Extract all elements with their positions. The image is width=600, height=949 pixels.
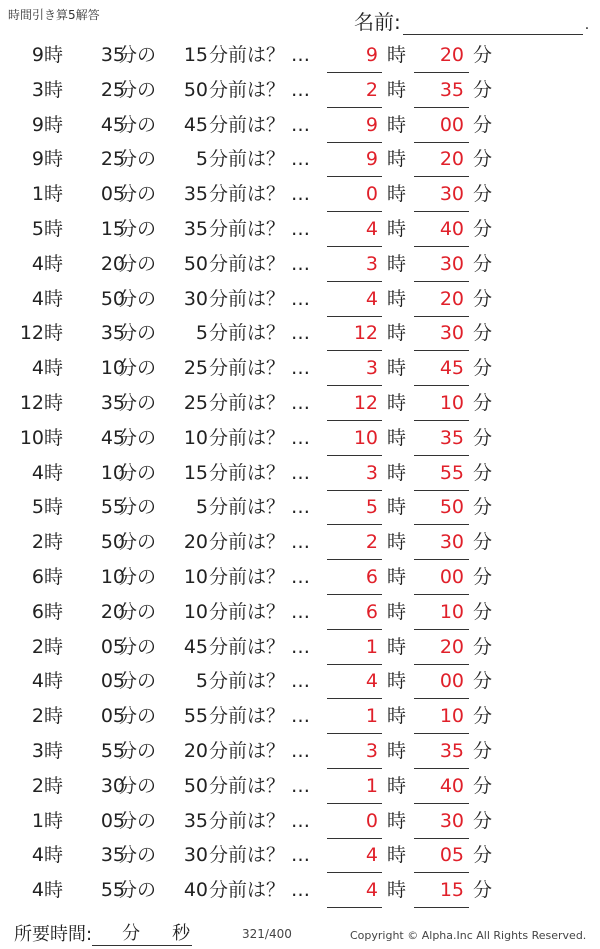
answer-minute[interactable]: 35 bbox=[439, 739, 464, 762]
problem-subtract: 50 bbox=[183, 252, 208, 275]
answer-hour[interactable]: 4 bbox=[365, 879, 378, 902]
answer-minute-label: 分 bbox=[473, 809, 493, 832]
answer-hour[interactable]: 1 bbox=[365, 635, 378, 658]
answer-hour[interactable]: 0 bbox=[365, 809, 378, 832]
hour-label: 時 bbox=[44, 287, 64, 310]
problem-subtract: 10 bbox=[183, 426, 208, 449]
hour-label: 時 bbox=[44, 183, 64, 206]
question-label: 分前は？ … bbox=[209, 670, 311, 693]
problem-minute: 10 bbox=[100, 357, 125, 380]
answer-hour[interactable]: 5 bbox=[365, 496, 378, 519]
problem-minute: 05 bbox=[100, 705, 125, 728]
problem-hour: 4 bbox=[31, 252, 44, 275]
hour-label: 時 bbox=[44, 844, 64, 867]
answer-hour-label: 時 bbox=[387, 879, 407, 902]
answer-hour-label: 時 bbox=[387, 809, 407, 832]
minute-of-label: 分の bbox=[118, 565, 157, 588]
answer-minute[interactable]: 15 bbox=[439, 879, 464, 902]
question-label: 分前は？ … bbox=[209, 739, 311, 762]
answer-minute[interactable]: 20 bbox=[439, 148, 464, 171]
hour-label: 時 bbox=[44, 809, 64, 832]
problem-hour: 4 bbox=[31, 670, 44, 693]
answer-minute[interactable]: 30 bbox=[439, 531, 464, 554]
answer-minute[interactable]: 35 bbox=[439, 78, 464, 101]
minute-of-label: 分の bbox=[118, 322, 157, 345]
problem-row bbox=[0, 213, 600, 248]
problem-hour: 5 bbox=[31, 217, 44, 240]
minute-of-label: 分の bbox=[118, 879, 157, 902]
problem-minute: 55 bbox=[100, 739, 125, 762]
answer-minute-label: 分 bbox=[473, 78, 493, 101]
answer-hour[interactable]: 3 bbox=[365, 252, 378, 275]
problem-minute: 55 bbox=[100, 496, 125, 519]
problem-row bbox=[0, 178, 600, 213]
answer-hour-label: 時 bbox=[387, 844, 407, 867]
problem-subtract: 20 bbox=[183, 531, 208, 554]
problem-minute: 35 bbox=[100, 844, 125, 867]
problem-subtract: 35 bbox=[183, 217, 208, 240]
page-number: 321/400 bbox=[242, 927, 292, 941]
answer-hour[interactable]: 12 bbox=[353, 391, 378, 414]
problem-minute: 35 bbox=[100, 391, 125, 414]
minute-of-label: 分の bbox=[118, 183, 157, 206]
problem-minute: 35 bbox=[100, 44, 125, 66]
answer-hour[interactable]: 3 bbox=[365, 461, 378, 484]
question-label: 分前は？ … bbox=[209, 391, 311, 414]
problem-subtract: 25 bbox=[183, 357, 208, 380]
answer-minute[interactable]: 20 bbox=[439, 287, 464, 310]
answer-minute[interactable]: 40 bbox=[439, 774, 464, 797]
problem-subtract: 45 bbox=[183, 635, 208, 658]
problem-subtract: 25 bbox=[183, 391, 208, 414]
answer-hour[interactable]: 4 bbox=[365, 844, 378, 867]
problem-row bbox=[0, 143, 600, 178]
answer-hour[interactable]: 4 bbox=[365, 670, 378, 693]
problem-hour: 9 bbox=[31, 44, 44, 66]
problem-minute: 10 bbox=[100, 461, 125, 484]
minute-of-label: 分の bbox=[118, 217, 157, 240]
answer-hour-label: 時 bbox=[387, 391, 407, 414]
problem-minute: 10 bbox=[100, 565, 125, 588]
answer-hour-label: 時 bbox=[387, 287, 407, 310]
time-required-label: 所要時間: bbox=[14, 924, 93, 945]
question-label: 分前は？ … bbox=[209, 565, 311, 588]
answer-hour-label: 時 bbox=[387, 774, 407, 797]
problem-row bbox=[0, 283, 600, 318]
problem-subtract: 10 bbox=[183, 565, 208, 588]
time-unit-second: 秒 bbox=[172, 923, 191, 944]
problem-subtract: 30 bbox=[183, 844, 208, 867]
problem-minute: 50 bbox=[100, 531, 125, 554]
answer-hour[interactable]: 9 bbox=[365, 44, 378, 66]
problem-subtract: 5 bbox=[195, 148, 208, 171]
answer-minute[interactable]: 00 bbox=[439, 565, 464, 588]
problem-hour: 9 bbox=[31, 113, 44, 136]
problem-hour: 4 bbox=[31, 461, 44, 484]
hour-label: 時 bbox=[44, 531, 64, 554]
question-label: 分前は？ … bbox=[209, 496, 311, 519]
answer-minute[interactable]: 00 bbox=[439, 113, 464, 136]
hour-label: 時 bbox=[44, 44, 64, 66]
minute-of-label: 分の bbox=[118, 600, 157, 623]
answer-minute[interactable]: 55 bbox=[439, 461, 464, 484]
minute-of-label: 分の bbox=[118, 287, 157, 310]
hour-label: 時 bbox=[44, 426, 64, 449]
answer-minute-label: 分 bbox=[473, 879, 493, 902]
question-label: 分前は？ … bbox=[209, 705, 311, 728]
name-dot: . bbox=[584, 17, 590, 33]
answer-minute[interactable]: 30 bbox=[439, 252, 464, 275]
answer-hour[interactable]: 1 bbox=[365, 705, 378, 728]
hour-label: 時 bbox=[44, 739, 64, 762]
minute-of-label: 分の bbox=[118, 844, 157, 867]
worksheet-title: 時間引き算5解答 bbox=[8, 8, 100, 22]
minute-of-label: 分の bbox=[118, 670, 157, 693]
answer-minute-label: 分 bbox=[473, 844, 493, 867]
answer-minute-label: 分 bbox=[473, 287, 493, 310]
minute-of-label: 分の bbox=[118, 252, 157, 275]
problem-row bbox=[0, 387, 600, 422]
answer-minute-label: 分 bbox=[473, 426, 493, 449]
problem-row bbox=[0, 596, 600, 631]
problem-subtract: 35 bbox=[183, 809, 208, 832]
problem-minute: 05 bbox=[100, 670, 125, 693]
question-label: 分前は？ … bbox=[209, 461, 311, 484]
problem-minute: 50 bbox=[100, 287, 125, 310]
problem-minute: 20 bbox=[100, 252, 125, 275]
hour-label: 時 bbox=[44, 252, 64, 275]
minute-of-label: 分の bbox=[118, 635, 157, 658]
answer-minute[interactable]: 00 bbox=[439, 670, 464, 693]
hour-label: 時 bbox=[44, 705, 64, 728]
question-label: 分前は？ … bbox=[209, 252, 311, 275]
answer-minute-label: 分 bbox=[473, 148, 493, 171]
minute-of-label: 分の bbox=[118, 739, 157, 762]
answer-minute-label: 分 bbox=[473, 44, 493, 66]
answer-minute[interactable]: 10 bbox=[439, 600, 464, 623]
answer-hour[interactable]: 3 bbox=[365, 739, 378, 762]
answer-hour-label: 時 bbox=[387, 148, 407, 171]
problem-hour: 6 bbox=[31, 565, 44, 588]
minute-of-label: 分の bbox=[118, 496, 157, 519]
answer-minute[interactable]: 50 bbox=[439, 496, 464, 519]
problem-row bbox=[0, 700, 600, 735]
minute-of-label: 分の bbox=[118, 809, 157, 832]
problem-minute: 55 bbox=[100, 879, 125, 902]
problem-hour: 2 bbox=[31, 774, 44, 797]
problem-subtract: 15 bbox=[183, 44, 208, 66]
problem-row bbox=[0, 735, 600, 770]
answer-minute[interactable]: 40 bbox=[439, 217, 464, 240]
answer-minute-label: 分 bbox=[473, 705, 493, 728]
answer-minute[interactable]: 05 bbox=[439, 844, 464, 867]
answer-minute[interactable]: 20 bbox=[439, 44, 464, 66]
answer-minute-label: 分 bbox=[473, 113, 493, 136]
problem-minute: 25 bbox=[100, 78, 125, 101]
problem-minute: 30 bbox=[100, 774, 125, 797]
answer-minute[interactable]: 10 bbox=[439, 391, 464, 414]
question-label: 分前は？ … bbox=[209, 322, 311, 345]
problem-subtract: 30 bbox=[183, 287, 208, 310]
question-label: 分前は？ … bbox=[209, 774, 311, 797]
answer-minute-label: 分 bbox=[473, 670, 493, 693]
problem-subtract: 10 bbox=[183, 600, 208, 623]
problem-row bbox=[0, 526, 600, 561]
answer-minute-underline bbox=[414, 907, 469, 908]
problem-hour: 10 bbox=[19, 426, 44, 449]
name-label: 名前: bbox=[354, 10, 401, 34]
problem-subtract: 5 bbox=[195, 322, 208, 345]
minute-of-label: 分の bbox=[118, 78, 157, 101]
answer-hour[interactable]: 0 bbox=[365, 183, 378, 206]
problem-minute: 15 bbox=[100, 217, 125, 240]
problem-row bbox=[0, 874, 600, 909]
time-unit-minute: 分 bbox=[122, 923, 141, 944]
minute-of-label: 分の bbox=[118, 113, 157, 136]
problem-hour: 4 bbox=[31, 357, 44, 380]
question-label: 分前は？ … bbox=[209, 844, 311, 867]
problem-hour: 2 bbox=[31, 531, 44, 554]
hour-label: 時 bbox=[44, 148, 64, 171]
problem-row bbox=[0, 665, 600, 700]
problem-hour: 3 bbox=[31, 739, 44, 762]
answer-hour-label: 時 bbox=[387, 217, 407, 240]
problem-row bbox=[0, 39, 600, 74]
answer-hour[interactable]: 9 bbox=[365, 113, 378, 136]
answer-minute-label: 分 bbox=[473, 774, 493, 797]
answer-hour-label: 時 bbox=[387, 183, 407, 206]
answer-minute[interactable]: 30 bbox=[439, 809, 464, 832]
problem-row bbox=[0, 805, 600, 840]
answer-minute-label: 分 bbox=[473, 357, 493, 380]
problem-hour: 5 bbox=[31, 496, 44, 519]
answer-minute[interactable]: 30 bbox=[439, 183, 464, 206]
answer-minute-label: 分 bbox=[473, 635, 493, 658]
question-label: 分前は？ … bbox=[209, 44, 311, 66]
answer-hour-label: 時 bbox=[387, 705, 407, 728]
hour-label: 時 bbox=[44, 635, 64, 658]
minute-of-label: 分の bbox=[118, 774, 157, 797]
answer-minute[interactable]: 20 bbox=[439, 635, 464, 658]
problem-row bbox=[0, 839, 600, 874]
problem-hour: 12 bbox=[19, 322, 44, 345]
problem-subtract: 45 bbox=[183, 113, 208, 136]
answer-hour[interactable]: 2 bbox=[365, 531, 378, 554]
hour-label: 時 bbox=[44, 496, 64, 519]
minute-of-label: 分の bbox=[118, 391, 157, 414]
hour-label: 時 bbox=[44, 600, 64, 623]
question-label: 分前は？ … bbox=[209, 287, 311, 310]
problem-minute: 05 bbox=[100, 635, 125, 658]
answer-hour-label: 時 bbox=[387, 600, 407, 623]
answer-hour[interactable]: 3 bbox=[365, 357, 378, 380]
answer-minute-label: 分 bbox=[473, 600, 493, 623]
problem-subtract: 5 bbox=[195, 496, 208, 519]
answer-hour-label: 時 bbox=[387, 496, 407, 519]
answer-hour[interactable]: 9 bbox=[365, 148, 378, 171]
copyright: Copyright © Alpha.Inc All Rights Reserved. bbox=[350, 929, 587, 942]
answer-hour-label: 時 bbox=[387, 531, 407, 554]
answer-hour-label: 時 bbox=[387, 78, 407, 101]
answer-hour[interactable]: 12 bbox=[353, 322, 378, 345]
question-label: 分前は？ … bbox=[209, 600, 311, 623]
problem-row bbox=[0, 317, 600, 352]
problem-minute: 05 bbox=[100, 183, 125, 206]
problem-minute: 05 bbox=[100, 809, 125, 832]
time-required bbox=[14, 920, 192, 946]
answer-hour-label: 時 bbox=[387, 461, 407, 484]
problem-hour: 1 bbox=[31, 809, 44, 832]
name-blank-line[interactable] bbox=[403, 12, 583, 35]
problem-hour: 2 bbox=[31, 705, 44, 728]
problem-row bbox=[0, 248, 600, 283]
question-label: 分前は？ … bbox=[209, 426, 311, 449]
answer-minute-label: 分 bbox=[473, 739, 493, 762]
answer-minute-label: 分 bbox=[473, 496, 493, 519]
answer-hour-label: 時 bbox=[387, 635, 407, 658]
hour-label: 時 bbox=[44, 670, 64, 693]
problem-minute: 25 bbox=[100, 148, 125, 171]
question-label: 分前は？ … bbox=[209, 357, 311, 380]
problem-subtract: 50 bbox=[183, 78, 208, 101]
minute-of-label: 分の bbox=[118, 426, 157, 449]
answer-minute-label: 分 bbox=[473, 322, 493, 345]
problem-hour: 3 bbox=[31, 78, 44, 101]
problem-row bbox=[0, 561, 600, 596]
hour-label: 時 bbox=[44, 391, 64, 414]
problem-hour: 1 bbox=[31, 183, 44, 206]
problem-minute: 35 bbox=[100, 322, 125, 345]
hour-label: 時 bbox=[44, 357, 64, 380]
problem-subtract: 35 bbox=[183, 183, 208, 206]
hour-label: 時 bbox=[44, 774, 64, 797]
problem-subtract: 15 bbox=[183, 461, 208, 484]
hour-label: 時 bbox=[44, 565, 64, 588]
answer-minute-label: 分 bbox=[473, 217, 493, 240]
answer-hour-label: 時 bbox=[387, 322, 407, 345]
hour-label: 時 bbox=[44, 78, 64, 101]
answer-hour-underline bbox=[327, 907, 382, 908]
minute-of-label: 分の bbox=[118, 461, 157, 484]
answer-minute[interactable]: 45 bbox=[439, 357, 464, 380]
answer-hour-label: 時 bbox=[387, 739, 407, 762]
answer-hour[interactable]: 2 bbox=[365, 78, 378, 101]
problem-row bbox=[0, 491, 600, 526]
problem-subtract: 5 bbox=[195, 670, 208, 693]
problem-row bbox=[0, 422, 600, 457]
answer-hour[interactable]: 4 bbox=[365, 287, 378, 310]
answer-hour[interactable]: 1 bbox=[365, 774, 378, 797]
hour-label: 時 bbox=[44, 879, 64, 902]
answer-minute-label: 分 bbox=[473, 565, 493, 588]
problem-hour: 2 bbox=[31, 635, 44, 658]
problem-hour: 4 bbox=[31, 844, 44, 867]
answer-minute-label: 分 bbox=[473, 531, 493, 554]
time-required-line[interactable] bbox=[92, 925, 192, 946]
problem-hour: 6 bbox=[31, 600, 44, 623]
question-label: 分前は？ … bbox=[209, 183, 311, 206]
problem-row bbox=[0, 74, 600, 109]
answer-minute[interactable]: 30 bbox=[439, 322, 464, 345]
answer-minute-label: 分 bbox=[473, 183, 493, 206]
problem-hour: 4 bbox=[31, 879, 44, 902]
answer-hour[interactable]: 6 bbox=[365, 600, 378, 623]
answer-minute[interactable]: 35 bbox=[439, 426, 464, 449]
problem-hour: 9 bbox=[31, 148, 44, 171]
minute-of-label: 分の bbox=[118, 705, 157, 728]
name-field bbox=[354, 6, 589, 35]
hour-label: 時 bbox=[44, 461, 64, 484]
answer-hour-label: 時 bbox=[387, 426, 407, 449]
hour-label: 時 bbox=[44, 217, 64, 240]
question-label: 分前は？ … bbox=[209, 809, 311, 832]
answer-hour[interactable]: 4 bbox=[365, 217, 378, 240]
answer-hour-label: 時 bbox=[387, 670, 407, 693]
answer-hour[interactable]: 10 bbox=[353, 426, 378, 449]
answer-minute-label: 分 bbox=[473, 252, 493, 275]
problem-subtract: 20 bbox=[183, 739, 208, 762]
answer-minute[interactable]: 10 bbox=[439, 705, 464, 728]
question-label: 分前は？ … bbox=[209, 78, 311, 101]
question-label: 分前は？ … bbox=[209, 635, 311, 658]
answer-hour[interactable]: 6 bbox=[365, 565, 378, 588]
minute-of-label: 分の bbox=[118, 44, 157, 66]
problem-row bbox=[0, 631, 600, 666]
problem-row bbox=[0, 352, 600, 387]
question-label: 分前は？ … bbox=[209, 531, 311, 554]
problem-hour: 12 bbox=[19, 391, 44, 414]
problem-row bbox=[0, 109, 600, 144]
answer-hour-label: 時 bbox=[387, 113, 407, 136]
problem-minute: 20 bbox=[100, 600, 125, 623]
problem-row bbox=[0, 457, 600, 492]
hour-label: 時 bbox=[44, 322, 64, 345]
question-label: 分前は？ … bbox=[209, 879, 311, 902]
question-label: 分前は？ … bbox=[209, 217, 311, 240]
minute-of-label: 分の bbox=[118, 148, 157, 171]
problem-row bbox=[0, 770, 600, 805]
answer-minute-label: 分 bbox=[473, 461, 493, 484]
problem-minute: 45 bbox=[100, 426, 125, 449]
answer-hour-label: 時 bbox=[387, 44, 407, 66]
problem-hour: 4 bbox=[31, 287, 44, 310]
problem-subtract: 50 bbox=[183, 774, 208, 797]
question-label: 分前は？ … bbox=[209, 148, 311, 171]
answer-minute-label: 分 bbox=[473, 391, 493, 414]
problem-subtract: 40 bbox=[183, 879, 208, 902]
answer-hour-label: 時 bbox=[387, 252, 407, 275]
hour-label: 時 bbox=[44, 113, 64, 136]
answer-hour-label: 時 bbox=[387, 565, 407, 588]
question-label: 分前は？ … bbox=[209, 113, 311, 136]
problem-minute: 45 bbox=[100, 113, 125, 136]
answer-hour-label: 時 bbox=[387, 357, 407, 380]
problem-subtract: 55 bbox=[183, 705, 208, 728]
minute-of-label: 分の bbox=[118, 357, 157, 380]
minute-of-label: 分の bbox=[118, 531, 157, 554]
problem-list bbox=[0, 39, 600, 909]
